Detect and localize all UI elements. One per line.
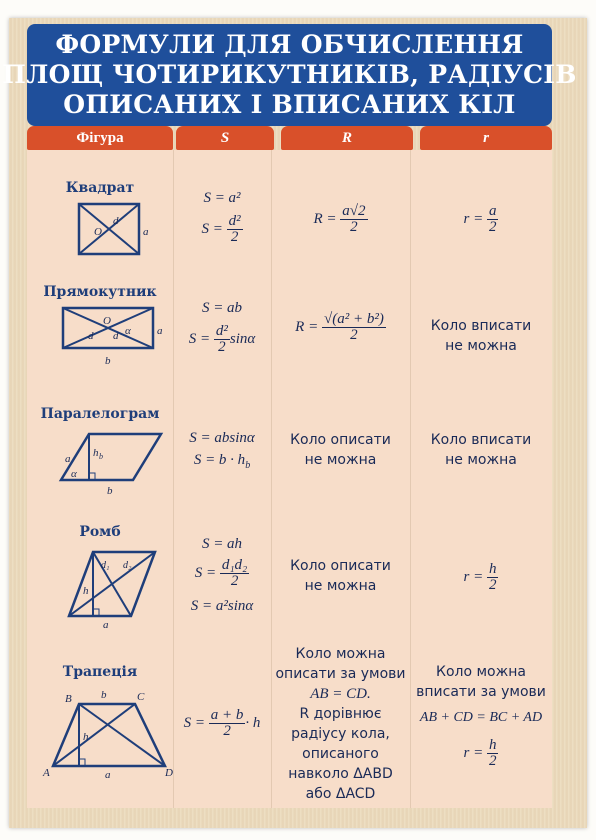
cell-parallelogram-R bbox=[271, 388, 410, 508]
figure-name: Паралелограм bbox=[40, 406, 160, 422]
text-r-2: не можна bbox=[445, 452, 517, 468]
formula-s1: S = absinα bbox=[189, 430, 255, 446]
text-r-3: AB + CD = BC + AD bbox=[419, 710, 543, 725]
trapezoid-diagram bbox=[41, 686, 173, 784]
figure-name: Прямокутник bbox=[43, 284, 157, 300]
label-h-sub: b bbox=[99, 452, 103, 461]
cell-rectangle-R bbox=[271, 272, 410, 388]
cell-rectangle-r bbox=[410, 272, 552, 388]
text-r-2: не можна bbox=[445, 338, 517, 354]
formula-s3: S = a²sinα bbox=[190, 598, 254, 614]
row-parallelogram bbox=[27, 388, 552, 508]
label-d2: d₂ bbox=[123, 560, 132, 571]
title-banner bbox=[2, 24, 577, 126]
figure-name: Ромб bbox=[79, 524, 121, 540]
cell-trapezoid-R bbox=[271, 638, 410, 808]
figure-name: Квадрат bbox=[65, 180, 135, 196]
row-trapezoid bbox=[27, 638, 552, 808]
text-R-8: або ΔACD bbox=[305, 786, 376, 802]
formula-r: r = $\frac{h}{2}$ bbox=[463, 737, 497, 769]
label-a: a bbox=[143, 226, 149, 238]
header-inradius: r bbox=[420, 126, 552, 150]
label-d: d bbox=[113, 215, 119, 227]
cell-square-R bbox=[271, 150, 410, 272]
formula-s: S = $\frac{a + b}{2}$ · h bbox=[183, 707, 261, 739]
label-h: h bbox=[83, 585, 89, 597]
label-a: a bbox=[157, 325, 163, 337]
rectangle-diagram bbox=[57, 306, 167, 368]
title-line-2: ПЛОЩ ЧОТИРИКУТНИКІВ, РАДІУСІВ bbox=[2, 60, 577, 89]
label-b: b bbox=[101, 689, 107, 701]
text-r-1: Коло вписати bbox=[430, 318, 532, 334]
formula-s1: S = a² bbox=[203, 190, 241, 206]
label-o: O bbox=[94, 226, 102, 238]
text-R-2: описати за умови bbox=[275, 666, 406, 682]
label-a: a bbox=[105, 769, 111, 781]
label-b: b bbox=[105, 355, 111, 367]
cell-square-r bbox=[410, 150, 552, 272]
header-area: S bbox=[176, 126, 274, 150]
row-rhombus bbox=[27, 508, 552, 638]
cell-rhombus-R bbox=[271, 508, 410, 638]
cell-trapezoid-r bbox=[410, 638, 552, 808]
text-r-2: вписати за умови bbox=[416, 684, 546, 700]
cell-parallelogram-area bbox=[173, 388, 271, 508]
text-R-2: не можна bbox=[304, 452, 377, 468]
label-o: O bbox=[103, 315, 111, 327]
label-d2: d bbox=[113, 330, 119, 342]
label-h: h bbox=[83, 731, 89, 743]
formula-s1: S = ah bbox=[201, 536, 243, 552]
text-R-7: навколо ΔABD bbox=[288, 766, 393, 782]
cell-trapezoid-area bbox=[173, 638, 271, 808]
text-R-3: AB = CD. bbox=[310, 686, 371, 702]
text-R-4: R дорівнює bbox=[299, 706, 382, 722]
label-h: h bbox=[93, 447, 99, 459]
formula-s2: S = $\frac{\text{d₁d₂}}{2}$ bbox=[194, 557, 248, 589]
formula-r: r = $\frac{h}{2}$ bbox=[463, 561, 497, 593]
formula-R: R = $\frac{\text{√(a² + b²)}}{2}$ bbox=[295, 311, 384, 343]
text-R-1: Коло описати bbox=[290, 432, 391, 448]
row-square bbox=[27, 150, 552, 272]
title-line-3: ОПИСАНИХ І ВПИСАНИХ КІЛ bbox=[63, 90, 516, 119]
formula-s2: S = $\frac{\text{d²}}{2}$ bbox=[201, 213, 241, 245]
label-a: a bbox=[103, 619, 109, 630]
square-diagram bbox=[77, 202, 152, 257]
label-alpha: α bbox=[71, 468, 77, 480]
text-R-1: Коло можна bbox=[295, 646, 386, 662]
formula-r: r = $\frac{a}{2}$ bbox=[463, 203, 497, 235]
text-R-5: радіусу кола, bbox=[291, 726, 390, 742]
label-d1: d bbox=[88, 330, 94, 342]
label-b: b bbox=[107, 485, 113, 497]
text-R-6: описаного bbox=[302, 746, 379, 762]
rhombus-diagram bbox=[63, 546, 163, 630]
formula-s2: S = $\frac{\text{d²}}{2}$ sinα bbox=[188, 323, 256, 355]
text-r-1: Коло можна bbox=[436, 664, 526, 680]
parallelogram-diagram bbox=[51, 428, 166, 498]
header-circumradius: R bbox=[281, 126, 413, 150]
label-D: D bbox=[165, 767, 173, 779]
label-C: C bbox=[137, 691, 145, 703]
title-line-1: ФОРМУЛИ ДЛЯ ОБЧИСЛЕННЯ bbox=[55, 30, 524, 59]
formula-s1: S = ab bbox=[201, 300, 243, 316]
label-alpha: α bbox=[125, 325, 131, 337]
label-B: B bbox=[65, 693, 72, 705]
text-R-1: Коло описати bbox=[290, 558, 391, 574]
cell-rhombus-area bbox=[173, 508, 271, 638]
label-a: a bbox=[65, 453, 71, 465]
label-A: A bbox=[43, 767, 50, 779]
label-d1: d₁ bbox=[101, 560, 110, 571]
cell-rhombus-r bbox=[410, 508, 552, 638]
row-rectangle bbox=[27, 272, 552, 388]
cell-square-area bbox=[173, 150, 271, 272]
text-r-1: Коло вписати bbox=[430, 432, 532, 448]
formula-s2: $S = b \cdot h_b$ bbox=[193, 452, 251, 471]
header-figure: Фігура bbox=[27, 126, 173, 150]
text-R-2: не можна bbox=[304, 578, 377, 594]
figure-name: Трапеція bbox=[62, 664, 138, 680]
cell-parallelogram-r bbox=[410, 388, 552, 508]
formula-R: R = $\frac{a√2}{2}$ bbox=[313, 203, 366, 235]
cell-rectangle-area bbox=[173, 272, 271, 388]
